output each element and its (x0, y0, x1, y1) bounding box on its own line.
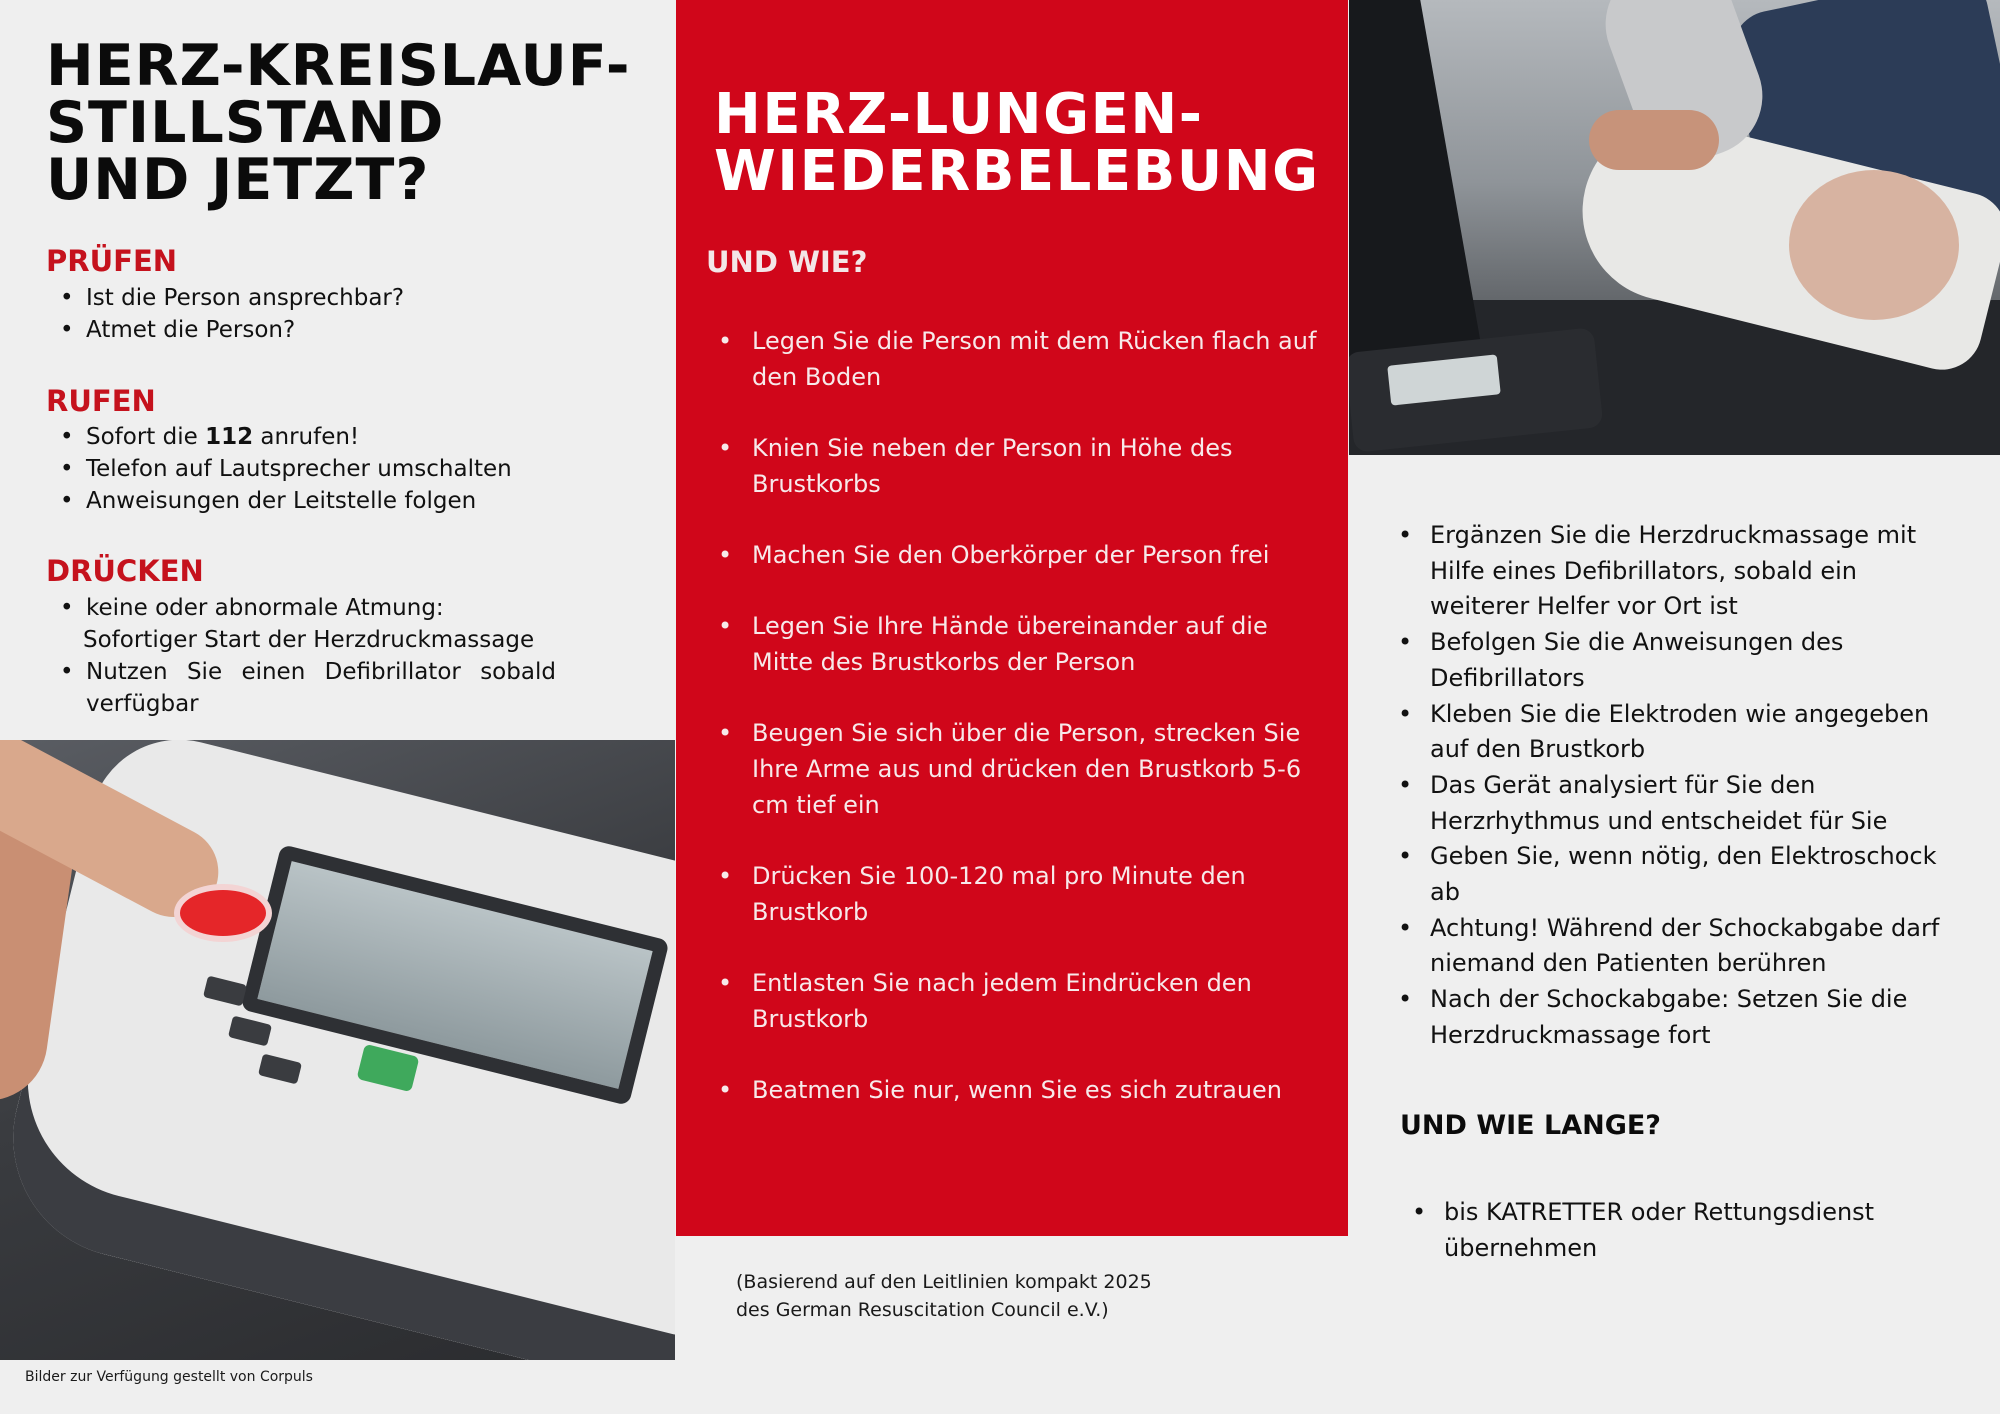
list-item: • Ergänzen Sie die Herzdruckmassage mit Hilfe eines Defibrillators, sobald ein weiterer Helfer vor Ort ist (1398, 518, 1958, 625)
main-title-line: UND JETZT? (46, 147, 430, 213)
list-item: • Atmet die Person? (60, 314, 560, 346)
cpr-step: • Knien Sie neben der Person in Höhe des Brustkorbs (718, 430, 1318, 502)
patient-head (1789, 170, 1959, 320)
word: einen (241, 659, 306, 685)
cpr-step: • Machen Sie den Oberkörper der Person frei (718, 537, 1318, 573)
cpr-step: • Legen Sie die Person mit dem Rücken flach auf den Boden (718, 323, 1318, 395)
helper-hands (1589, 110, 1719, 170)
defibrillator-steps-list (1398, 518, 1958, 1054)
main-title-line: STILLSTAND (46, 90, 445, 156)
list-item: • Achtung! Während der Schockabgabe darf niemand den Patienten berühren (1398, 911, 1958, 982)
list-item (60, 421, 560, 453)
list-item: • Anweisungen der Leitstelle folgen (60, 485, 560, 517)
list-item-line (86, 656, 556, 688)
word: • Nutzen (86, 659, 168, 685)
cpr-panel (676, 0, 1348, 1236)
duration-list (1412, 1194, 1952, 1266)
main-title (46, 33, 666, 213)
pruefen-list (60, 282, 560, 346)
main-title-line: HERZ-KREISLAUF- (46, 33, 631, 99)
druecken-list (60, 592, 560, 720)
cpr-step: • Entlasten Sie nach jedem Eindrücken den Brustkorb (718, 965, 1318, 1037)
list-item: • Ist die Person ansprechbar? (60, 282, 560, 314)
section-heading-pruefen: PRÜFEN (46, 244, 178, 278)
panel-title-line: WIEDERBELEBUNG (714, 139, 1320, 204)
list-item (60, 656, 560, 720)
list-item: • Geben Sie, wenn nötig, den Elektroschock ab (1398, 839, 1958, 910)
source-line: des German Resuscitation Council e.V.) (736, 1299, 1109, 1321)
list-item-text: Sofort die (86, 424, 206, 450)
duration-heading: UND WIE LANGE? (1400, 1110, 1661, 1141)
list-item-line: Sofortiger Start der Herzdruckmassage (83, 627, 535, 653)
panel-title-line: HERZ-LUNGEN- (714, 82, 1204, 147)
list-item: • Kleben Sie die Elektroden wie angegeben auf den Brustkorb (1398, 697, 1958, 768)
shock-button (180, 890, 266, 936)
list-item-text: anrufen! (253, 424, 360, 450)
list-item-line: verfügbar (86, 691, 199, 717)
cpr-step: • Beugen Sie sich über die Person, strecken Sie Ihre Arme aus und drücken den Brustkorb 5-6 cm tief ein (718, 715, 1318, 823)
list-item: • Das Gerät analysiert für Sie den Herzrhythmus und entscheidet für Sie (1398, 768, 1958, 839)
source-line: (Basierend auf den Leitlinien kompakt 2025 (736, 1271, 1152, 1293)
left-column (0, 0, 675, 740)
list-item (60, 592, 560, 656)
emergency-number: 112 (205, 424, 254, 450)
word: sobald (480, 659, 556, 685)
list-item: • Befolgen Sie die Anweisungen des Defibrillators (1398, 625, 1958, 696)
list-item-line: • keine oder abnormale Atmung: (86, 595, 444, 621)
word: Defibrillator (324, 659, 461, 685)
list-item: • Nach der Schockabgabe: Setzen Sie die Herzdruckmassage fort (1398, 982, 1958, 1053)
cpr-steps-list (718, 323, 1318, 1143)
list-item: • Telefon auf Lautsprecher umschalten (60, 453, 560, 485)
list-item: • bis KATRETTER oder Rettungsdienst übernehmen (1412, 1194, 1952, 1266)
word: Sie (186, 659, 223, 685)
second-helper (1349, 0, 1484, 391)
panel-subheading: UND WIE? (706, 245, 868, 279)
cpr-step: • Beatmen Sie nur, wenn Sie es sich zutrauen (718, 1072, 1318, 1108)
source-note (736, 1268, 1256, 1324)
section-heading-rufen: RUFEN (46, 384, 156, 418)
cpr-photo (1349, 0, 2000, 455)
image-credit: Bilder zur Verfügung gestellt von Corpuls (25, 1369, 313, 1385)
panel-title (714, 82, 1334, 204)
defibrillator-photo (0, 740, 675, 1360)
cpr-step: • Drücken Sie 100-120 mal pro Minute den Brustkorb (718, 858, 1318, 930)
section-heading-druecken: DRÜCKEN (46, 554, 204, 588)
rufen-list (60, 421, 560, 517)
cpr-step: • Legen Sie Ihre Hände übereinander auf die Mitte des Brustkorbs der Person (718, 608, 1318, 680)
